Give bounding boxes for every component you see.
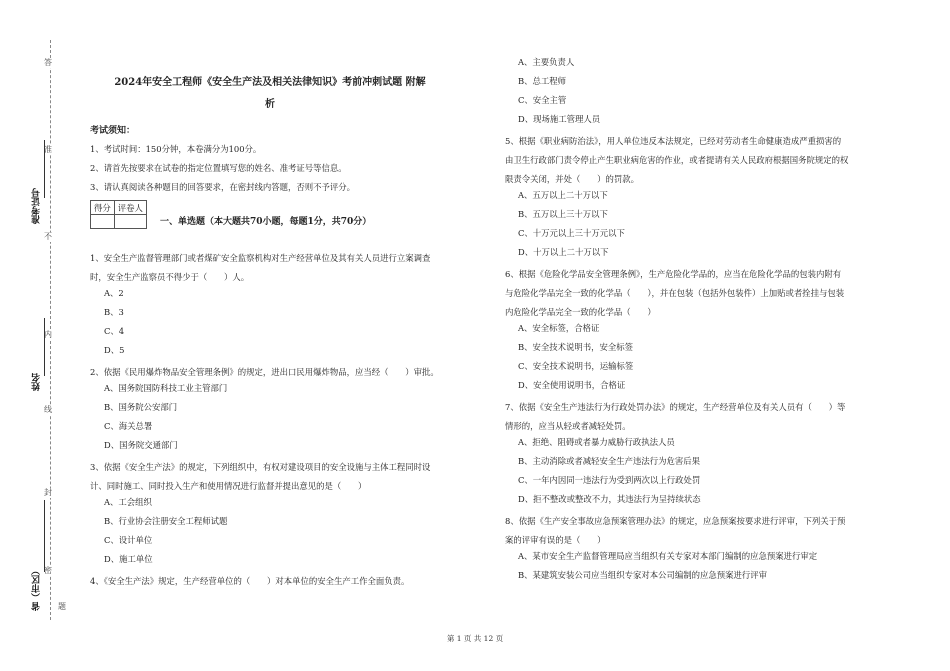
notice-item: 1、考试时间：150分钟，本卷满分为100分。 (90, 144, 262, 154)
score-cell-blank (91, 215, 115, 229)
answer-option: D、现场施工管理人员 (518, 114, 601, 124)
title-line: 析 (265, 99, 275, 110)
answer-option: B、安全技术说明书，安全标签 (518, 342, 634, 352)
question-text: 6、根据《危险化学品安全管理条例》，生产危险化学品的，应当在危险化学品的包装内附有 (505, 269, 842, 279)
answer-option: D、施工单位 (104, 554, 153, 564)
question-text: 8、依据《生产安全事故应急预案管理办法》的规定，应急预案按要求进行评审，下列关于预 (505, 516, 846, 526)
answer-option: C、十万元以上三十万元以下 (518, 228, 625, 238)
exam-title (90, 72, 450, 116)
answer-option: C、海关总署 (104, 421, 153, 431)
question-text: 时，安全生产监察员不得少于（ ）人。 (90, 272, 250, 282)
answer-option: C、4 (104, 326, 125, 336)
answer-option: B、行业协会注册安全工程师试题 (104, 516, 228, 526)
answer-option: B、国务院公安部门 (104, 402, 178, 412)
notice-item: 3、请认真阅读各种题目的回答要求，在密封线内答题，否则不予评分。 (90, 182, 355, 192)
question-text: 案的评审有误的是（ ） (505, 535, 606, 545)
answer-option: B、总工程师 (518, 76, 567, 86)
answer-option: C、一年内因同一违法行为受到两次以上行政处罚 (518, 475, 701, 485)
question-text: 2、依据《民用爆炸物品安全管理条例》的规定，进出口民用爆炸物品，应当经（ ）审批。 (90, 367, 439, 377)
region-label: 省（市区） (32, 566, 42, 611)
question-text: 限责令关闭，并处（ ）的罚款。 (505, 174, 639, 184)
question-text: 4、《安全生产法》规定，生产经营单位的（ ）对本单位的安全生产工作全面负责。 (90, 576, 410, 586)
answer-option: B、主动消除或者减轻安全生产违法行为危害后果 (518, 456, 701, 466)
answer-option: B、五万以上三十万以下 (518, 209, 608, 219)
answer-option: B、3 (104, 307, 124, 317)
answer-option: D、5 (104, 345, 125, 355)
section-heading: 一、单选题（本大题共70小题，每题1分，共70分） (160, 217, 372, 227)
region-fill-line (44, 500, 45, 572)
answer-option: A、主要负责人 (518, 57, 575, 67)
name-fill-line (44, 318, 45, 376)
score-table (90, 200, 147, 229)
answer-option: A、工会组织 (104, 497, 152, 507)
question-text: 情形的，应当从轻或者减轻处罚。 (505, 421, 631, 431)
page-footer: 第 1 页 共 12 页 (446, 634, 504, 643)
answer-option: D、拒不整改或整改不力，其违法行为呈持续状态 (518, 494, 701, 504)
answer-option: A、安全标签，合格证 (518, 323, 600, 333)
exam-id-label: 准考证号 (32, 188, 42, 224)
grader-cell-label: 评卷人 (114, 201, 146, 215)
id-fill-line (44, 140, 45, 198)
answer-option: B、某建筑安装公司应当组织专家对本公司编制的应急预案进行评审 (518, 570, 768, 580)
name-label: 姓名 (32, 373, 42, 391)
answer-option: A、某市安全生产监督管理局应当组织有关专家对本部门编制的应急预案进行审定 (518, 551, 818, 561)
seal-char: 内 (44, 330, 52, 339)
notice-heading: 考试须知： (90, 126, 136, 136)
answer-option: D、十万以上二十万以下 (518, 247, 609, 257)
binding-margin (0, 0, 70, 671)
question-text: 3、依据《安全生产法》的规定，下列组织中，有权对建设项目的安全设施与主体工程同时设 (90, 462, 431, 472)
answer-option: D、国务院交通部门 (104, 440, 178, 450)
seal-char: 题 (58, 602, 66, 611)
answer-option: A、拒绝、阻碍或者暴力威胁行政执法人员 (518, 437, 675, 447)
answer-option: A、国务院国防科技工业主管部门 (104, 383, 228, 393)
notice-item: 2、请首先按要求在试卷的指定位置填写您的姓名、准考证号等信息。 (90, 163, 347, 173)
question-text: 内危险化学品完全一致的化学品（ ） (505, 307, 656, 317)
seal-char: 不 (44, 232, 52, 241)
answer-option: A、五万以上二十万以下 (518, 190, 608, 200)
question-text: 5、根据《职业病防治法》，用人单位违反本法规定，已经对劳动者生命健康造成严重损害的 (505, 136, 842, 146)
score-cell-label: 得分 (91, 201, 115, 215)
question-text: 由卫生行政部门责令停止产生职业病危害的作业，或者提请有关人民政府根据国务院规定的权 (505, 155, 849, 165)
answer-option: D、安全使用说明书，合格证 (518, 380, 626, 390)
answer-option: C、安全技术说明书，运输标签 (518, 361, 634, 371)
question-text: 7、依据《安全生产违法行为行政处罚办法》的规定，生产经营单位及有关人员有（ ）等 (505, 402, 846, 412)
answer-option: C、安全主管 (518, 95, 567, 105)
question-text: 计、同时施工、同时投入生产和使用情况进行监督并提出意见的是（ ） (90, 481, 367, 491)
answer-option: A、2 (104, 288, 124, 298)
seal-char: 线 (44, 405, 52, 414)
answer-option: C、设计单位 (104, 535, 153, 545)
seal-char: 答 (44, 58, 52, 67)
question-text: 与危险化学品完全一致的化学品（ ），并在包装（包括外包装件）上加贴或者拴挂与包装 (505, 288, 845, 298)
seal-char: 密 (44, 566, 52, 575)
title-line: 2024年安全工程师《安全生产法及相关法律知识》考前冲刺试题 附解 (114, 77, 426, 88)
seal-char: 准 (44, 145, 52, 154)
question-text: 1、安全生产监督管理部门或者煤矿安全监察机构对生产经营单位及其有关人员进行立案调查 (90, 253, 431, 263)
seal-char: 封 (44, 488, 52, 497)
grader-cell-blank (114, 215, 146, 229)
